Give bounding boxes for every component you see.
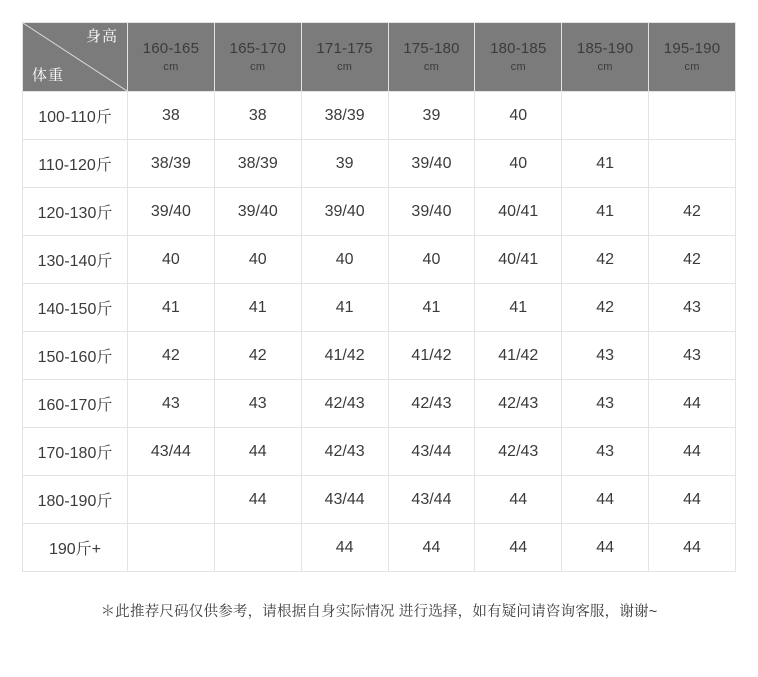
table-row (23, 524, 736, 572)
column-header-unit-2: cm (336, 60, 353, 73)
cell-6-3: 42/43 (388, 380, 475, 428)
cell-1-0: 38/39 (128, 140, 215, 188)
cell-2-2: 39/40 (301, 188, 388, 236)
column-header-range-2: 171-175 (316, 39, 373, 57)
row-header-9: 190斤+ (23, 524, 128, 572)
cell-5-1: 42 (214, 332, 301, 380)
column-header-range-1: 165-170 (229, 39, 286, 57)
size-table-wrapper (22, 22, 736, 572)
cell-4-6: 43 (649, 284, 736, 332)
cell-0-4: 40 (475, 92, 562, 140)
table-header (23, 23, 736, 92)
cell-0-3: 39 (388, 92, 475, 140)
column-header-unit-1: cm (250, 60, 266, 73)
column-header-unit-3: cm (423, 60, 440, 73)
cell-0-2: 38/39 (301, 92, 388, 140)
row-header-3: 130-140斤 (23, 236, 128, 284)
row-header-6: 160-170斤 (23, 380, 128, 428)
cell-0-5 (562, 92, 649, 140)
cell-2-3: 39/40 (388, 188, 475, 236)
cell-7-5: 43 (562, 428, 649, 476)
cell-8-5: 44 (562, 476, 649, 524)
cell-9-0 (128, 524, 215, 572)
table-row (23, 332, 736, 380)
column-header-5 (562, 23, 649, 92)
cell-1-6 (649, 140, 736, 188)
cell-2-6: 42 (649, 188, 736, 236)
cell-6-0: 43 (128, 380, 215, 428)
cell-7-2: 42/43 (301, 428, 388, 476)
cell-3-2: 40 (301, 236, 388, 284)
table-body (23, 92, 736, 572)
cell-6-4: 42/43 (475, 380, 562, 428)
cell-8-4: 44 (475, 476, 562, 524)
table-row (23, 188, 736, 236)
cell-3-4: 40/41 (475, 236, 562, 284)
cell-5-4: 41/42 (475, 332, 562, 380)
cell-9-2: 44 (301, 524, 388, 572)
cell-3-3: 40 (388, 236, 475, 284)
cell-1-4: 40 (475, 140, 562, 188)
cell-0-1: 38 (214, 92, 301, 140)
column-header-range-5: 185-190 (576, 39, 634, 57)
column-header-2 (301, 23, 388, 92)
cell-3-6: 42 (649, 236, 736, 284)
cell-5-6: 43 (649, 332, 736, 380)
cell-9-3: 44 (388, 524, 475, 572)
cell-3-0: 40 (128, 236, 215, 284)
cell-5-2: 41/42 (301, 332, 388, 380)
cell-4-5: 42 (562, 284, 649, 332)
column-header-3 (388, 23, 475, 92)
cell-8-6: 44 (649, 476, 736, 524)
cell-2-0: 39/40 (128, 188, 215, 236)
cell-7-1: 44 (214, 428, 301, 476)
table-row (23, 92, 736, 140)
cell-3-5: 42 (562, 236, 649, 284)
cell-6-6: 44 (649, 380, 736, 428)
table-row (23, 236, 736, 284)
row-header-4: 140-150斤 (23, 284, 128, 332)
cell-0-6 (649, 92, 736, 140)
cell-6-2: 42/43 (301, 380, 388, 428)
cell-8-2: 43/44 (301, 476, 388, 524)
cell-1-3: 39/40 (388, 140, 475, 188)
row-header-7: 170-180斤 (23, 428, 128, 476)
table-row (23, 284, 736, 332)
cell-8-0 (128, 476, 215, 524)
cell-9-1 (214, 524, 301, 572)
row-header-8: 180-190斤 (23, 476, 128, 524)
cell-2-4: 40/41 (475, 188, 562, 236)
table-row (23, 428, 736, 476)
column-header-0 (128, 23, 215, 92)
cell-4-3: 41 (388, 284, 475, 332)
column-header-range-0: 160-165 (142, 39, 200, 57)
cell-1-1: 38/39 (214, 140, 301, 188)
corner-weight-label: 体重 (32, 67, 65, 85)
cell-3-1: 40 (214, 236, 301, 284)
cell-8-3: 43/44 (388, 476, 475, 524)
cell-9-5: 44 (562, 524, 649, 572)
cell-4-0: 41 (128, 284, 215, 332)
cell-5-5: 43 (562, 332, 649, 380)
cell-4-2: 41 (301, 284, 388, 332)
row-header-2: 120-130斤 (23, 188, 128, 236)
cell-1-2: 39 (301, 140, 388, 188)
cell-5-3: 41/42 (388, 332, 475, 380)
table-row (23, 476, 736, 524)
cell-1-5: 41 (562, 140, 649, 188)
table-header-row (23, 23, 736, 92)
column-header-6 (649, 23, 736, 92)
cell-8-1: 44 (214, 476, 301, 524)
column-header-range-3: 175-180 (403, 39, 460, 57)
column-header-unit-6: cm (684, 60, 700, 73)
cell-9-4: 44 (475, 524, 562, 572)
cell-4-4: 41 (475, 284, 562, 332)
corner-height-label: 身高 (85, 28, 118, 45)
column-header-range-4: 180-185 (490, 39, 547, 57)
row-header-5: 150-160斤 (23, 332, 128, 380)
column-header-unit-0: cm (163, 60, 179, 73)
column-header-1 (214, 23, 301, 92)
cell-7-3: 43/44 (388, 428, 475, 476)
size-table (22, 22, 736, 572)
column-header-range-6: 195-190 (663, 39, 721, 57)
cell-2-1: 39/40 (214, 188, 301, 236)
disclaimer-note: ＊此推荐尺码仅供参考，请根据自身实际情况 进行选择，如有疑问请咨询客服，谢谢~ (100, 604, 658, 620)
cell-7-4: 42/43 (475, 428, 562, 476)
cell-0-0: 38 (128, 92, 215, 140)
row-header-0: 100-110斤 (23, 92, 128, 140)
cell-6-5: 43 (562, 380, 649, 428)
table-row (23, 380, 736, 428)
table-corner-cell (23, 23, 128, 92)
cell-5-0: 42 (128, 332, 215, 380)
cell-4-1: 41 (214, 284, 301, 332)
cell-2-5: 41 (562, 188, 649, 236)
column-header-4 (475, 23, 562, 92)
cell-6-1: 43 (214, 380, 301, 428)
table-row (23, 140, 736, 188)
cell-7-0: 43/44 (128, 428, 215, 476)
column-header-unit-5: cm (597, 60, 613, 73)
column-header-unit-4: cm (510, 60, 526, 73)
row-header-1: 110-120斤 (23, 140, 128, 188)
cell-7-6: 44 (649, 428, 736, 476)
cell-9-6: 44 (649, 524, 736, 572)
